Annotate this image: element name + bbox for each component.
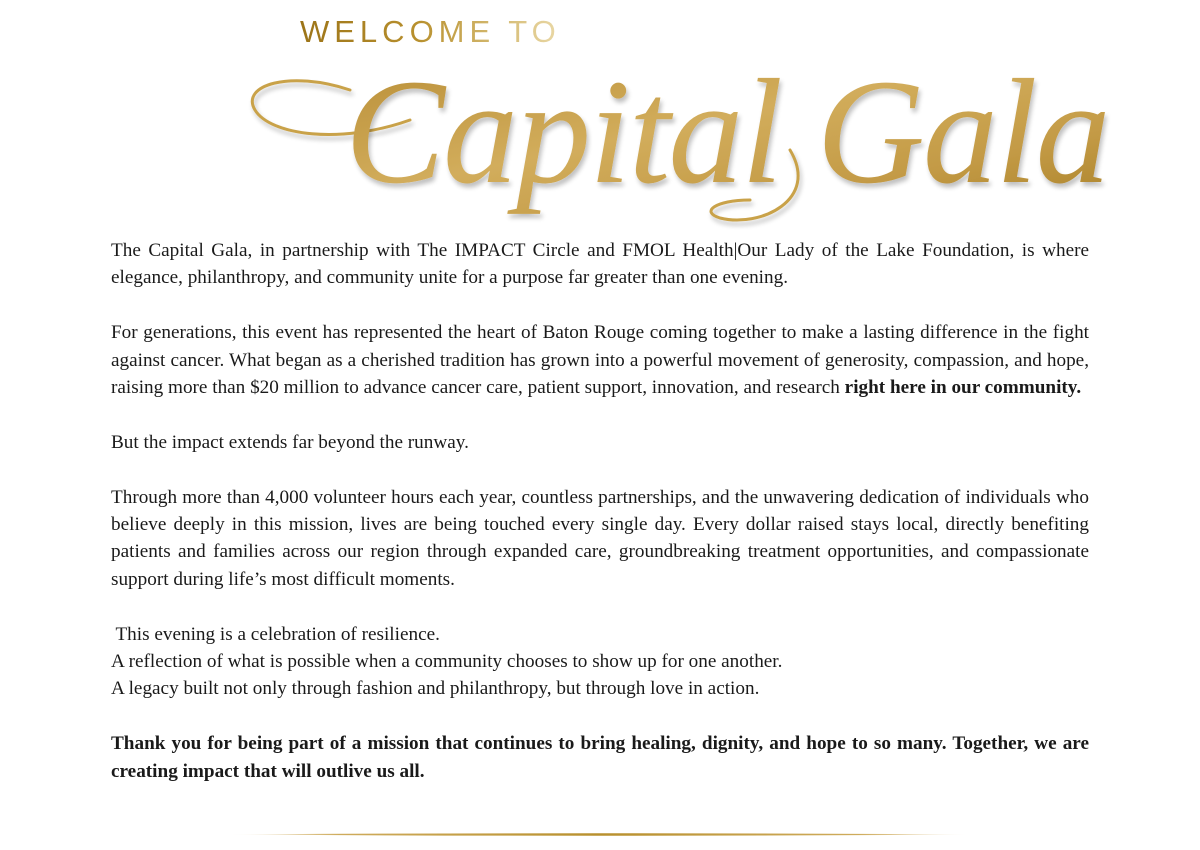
capital-gala-script-text: Capital Gala [345, 49, 1109, 215]
paragraph-intro: The Capital Gala, in partnership with The IMPACT Circle and FMOL Health|Our Lady of the Lake Foundation, is where elegance, philanthropy, and community unite for a purpose far greater than one evening. [111, 240, 1089, 289]
paragraph-volunteers: Through more than 4,000 volunteer hours each year, countless partnerships, and the unwavering dedication of individuals who believe deeply in this mission, lives are being touched every single day. Every dollar raised stays local, directly benefiting patients and families across our region through expanded care, groundbreaking treatment opportunities, and compassionate support during life’s most difficult moments. [111, 486, 1089, 590]
header [0, 0, 1200, 232]
paragraph-history-text: For generations, this event has represented the heart of Baton Rouge coming together to make a lasting difference in the fight against cancer. What began as a cherished tradition has grown into a powerful movement of generosity, compassion, and hope, raising more than $20 million to advance cancer care, patient support, innovation, and research [111, 322, 1089, 399]
paragraph-impact: But the impact extends far beyond the runway. [111, 431, 469, 453]
capital-gala-script-logo [230, 49, 1109, 232]
celebration-line-2: A reflection of what is possible when a community chooses to show up for one another. [111, 651, 783, 673]
celebration-line-1: This evening is a celebration of resilience. [111, 623, 440, 645]
welcome-heading: WELCOME TO [300, 14, 561, 49]
closing-statement: Thank you for being part of a mission that continues to bring healing, dignity, and hope to so many. Together, we are creating impact that will outlive us all. [111, 733, 1089, 782]
celebration-line-3: A legacy built not only through fashion and philanthropy, but through love in action. [111, 678, 760, 700]
paragraph-history-emphasis: right here in our community. [844, 377, 1082, 399]
gold-divider-line [228, 832, 970, 837]
paragraph-history [111, 319, 1089, 401]
welcome-letter [111, 237, 1089, 812]
